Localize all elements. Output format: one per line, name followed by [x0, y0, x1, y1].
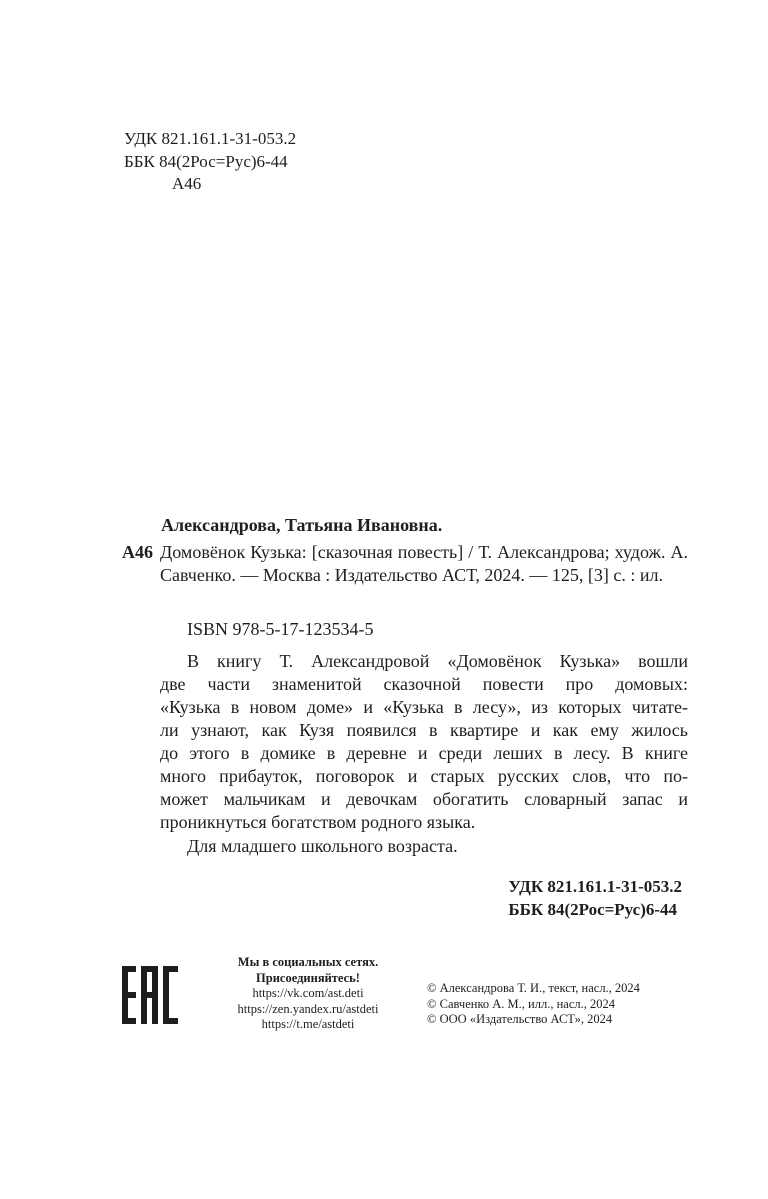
- classification-codes-bottom: [508, 876, 682, 921]
- copyright-line: © Савченко А. М., илл., насл., 2024: [427, 996, 615, 1011]
- author-mark-bold: А46: [122, 542, 153, 562]
- age-audience: Для младшего школьного возраста.: [187, 836, 458, 856]
- author-name: Александрова, Татьяна Ивановна.: [161, 515, 443, 535]
- social-link-zen[interactable]: https://zen.yandex.ru/astdeti: [237, 1001, 379, 1016]
- isbn: ISBN 978-5-17-123534-5: [187, 619, 374, 639]
- author-mark: А46: [172, 174, 202, 193]
- eac-mark-icon: [122, 966, 178, 1024]
- bbk-code: ББК 84(2Рос=Рус)6-44: [124, 151, 288, 171]
- annotation-line: В книгу Т. Александровой «Домовёнок Кузька» вошли: [187, 651, 688, 671]
- copyright-line: © ООО «Издательство АСТ», 2024: [427, 1012, 613, 1026]
- social-block: [208, 955, 408, 1033]
- social-link-vk[interactable]: https://vk.com/ast.deti: [252, 986, 364, 1000]
- social-subheading: Присоединяйтесь!: [256, 970, 360, 985]
- udk-code: УДК 821.161.1-31-053.2: [124, 129, 297, 148]
- annotation-line: «Кузька в новом доме» и «Кузька в лесу», из которых читате-: [160, 697, 688, 717]
- annotation-line: проникнуться богатством родного языка.: [160, 812, 476, 832]
- annotation-line: может мальчикам и девочкам обогатить словарный запас и: [160, 789, 688, 809]
- annotation-line: много прибауток, поговорок и старых русских слов, что по-: [160, 766, 688, 786]
- annotation-line: две части знаменитой сказочной повести про домовых:: [160, 674, 688, 694]
- copyright-line: © Александрова Т. И., текст, насл., 2024: [427, 981, 640, 995]
- social-heading: Мы в социальных сетях.: [237, 955, 379, 969]
- classification-codes-top: [124, 128, 296, 196]
- annotation-line: ли узнают, как Кузя появился в квартире и как ему жилось: [160, 720, 688, 740]
- annotation: [160, 650, 688, 834]
- annotation-line: до этого в домике в деревне и среди леших в лесу. В книге: [160, 743, 688, 763]
- bbk-code: ББК 84(2Рос=Рус)6-44: [508, 899, 678, 919]
- copyright-block: [427, 981, 640, 1028]
- social-link-telegram[interactable]: https://t.me/astdeti: [261, 1017, 355, 1031]
- bibliographic-description: Домовёнок Кузька: [сказочная повесть] / Т. Александрова; худож. А. Савченко. — Москва : Издательство АСТ, 2024. — 125, [3] с. : ил.: [160, 542, 688, 585]
- udk-code: УДК 821.161.1-31-053.2: [508, 877, 682, 896]
